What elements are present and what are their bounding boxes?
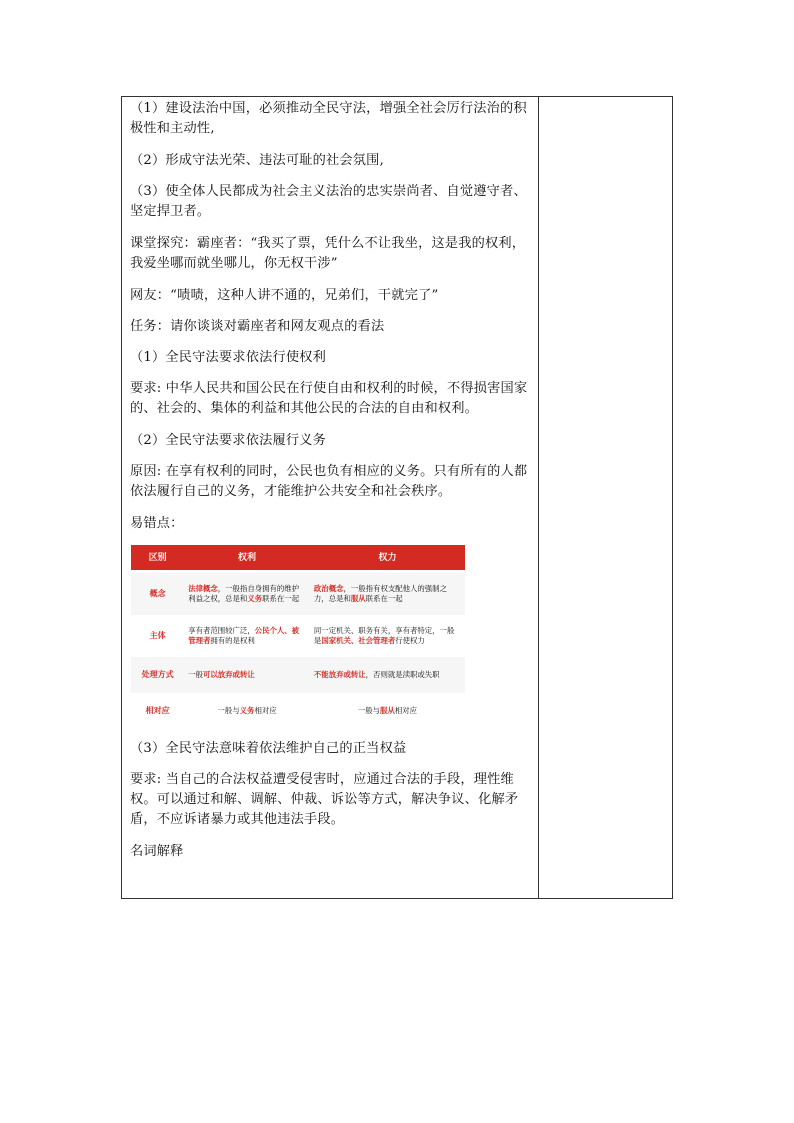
table-row (131, 573, 465, 615)
cell-text: 一般与 (217, 706, 240, 715)
paragraph-12: （3）全民守法意味着依法维护自己的正当权益 (130, 741, 407, 756)
emphasis-text: 服从 (350, 594, 366, 603)
row-label: 主体 (131, 615, 184, 657)
paragraph-6: 任务：请你谈谈对霸座者和网友观点的看法 (130, 319, 385, 334)
emphasis-text: 义务 (239, 706, 255, 715)
row-label: 概念 (131, 573, 184, 615)
emphasis-text: 法律概念 (188, 584, 218, 593)
main-content-cell (130, 99, 534, 873)
header-cell: 区别 (131, 545, 184, 570)
emphasis-text: 公民个人、被管理者 (188, 626, 300, 645)
power-cell (310, 615, 465, 657)
cell-text: ，一般指有权支配他人的强制之力，总是和 (313, 584, 447, 603)
paragraph-5: 网友：“啧啧，这种人讲不通的，兄弟们，干就完了” (130, 288, 439, 303)
paragraph-11: 易错点： (130, 516, 184, 531)
cell-text: 一般与 (357, 706, 381, 715)
paragraph-10: 原因: 在享有权利的同时，公民也负有相应的义务。只有所有的人都依法履行自己的义务，才能维护公共安全和社会秩序。 (130, 464, 528, 499)
cell-text: ，否则就是渎职或失职 (365, 670, 440, 679)
cell-text: 联系在一起 (365, 594, 403, 603)
emphasis-text: 不能放弃或转让 (313, 670, 366, 679)
page-table-frame (121, 96, 673, 899)
rights-vs-power-table (131, 545, 465, 729)
paragraph-4: 课堂探究：霸座者：“我买了票，凭什么不让我坐，这是我的权利，我爱坐哪而就坐哪儿，你无权干涉” (130, 236, 526, 271)
table-row (131, 693, 465, 729)
cell-text: 一般 (188, 670, 203, 679)
paragraph-7: （1）全民守法要求依法行使权利 (130, 350, 327, 365)
emphasis-text: 义务 (247, 594, 263, 603)
rights-cell (184, 693, 310, 729)
table-row (131, 657, 465, 693)
emphasis-text: 服从 (380, 706, 395, 715)
cell-text: ，一般指自身拥有的维护利益之权，总是和 (188, 584, 300, 603)
emphasis-text: 政治概念 (313, 584, 344, 593)
paragraph-9: （2）全民守法要求依法履行义务 (130, 433, 327, 448)
cell-text: 享有者范围较广泛， (188, 626, 255, 635)
header-cell: 权力 (310, 545, 465, 570)
row-label: 相对应 (131, 693, 184, 729)
rights-cell (184, 615, 310, 657)
paragraph-8: 要求: 中华人民共和国公民在行使自由和权利的时候，不得损害国家的、社会的、集体的利益和其他公民的合法的自由和权利。 (130, 381, 528, 416)
cell-text: 同一定机关、职务有关，享有者特定，一般是 (313, 626, 455, 645)
cell-text: 拥有的是权利 (210, 636, 255, 645)
column-divider (538, 97, 539, 898)
paragraph-14: 名词解释 (130, 844, 184, 859)
power-cell (310, 657, 465, 693)
paragraph-2: （2）形成守法光荣、违法可耻的社会氛围, (130, 153, 384, 168)
cell-text: 相对应 (254, 706, 277, 715)
header-cell: 权利 (184, 545, 310, 570)
power-cell (310, 693, 465, 729)
cell-text: 相对应 (394, 706, 418, 715)
cell-text: 行使权力 (395, 636, 425, 645)
paragraph-1: （1）建设法治中国，必须推动全民守法，增强全社会厉行法治的积极性和主动性, (130, 101, 527, 136)
rights-cell (184, 657, 310, 693)
rights-cell (184, 573, 310, 615)
power-cell (310, 573, 465, 615)
table-row (131, 615, 465, 657)
paragraph-13: 要求: 当自己的合法权益遭受侵害时，应通过合法的手段，理性维权。可以通过和解、调解、仲裁、诉讼等方式，解决争议、化解矛盾，不应诉诸暴力或其他违法手段。 (130, 772, 519, 827)
paragraph-3: （3）使全体人民都成为社会主义法治的忠实崇尚者、自觉遵守者、坚定捍卫者。 (130, 184, 527, 219)
emphasis-text: 国家机关、社会管理者 (321, 636, 396, 645)
row-label: 处理方式 (131, 657, 184, 693)
table-header-row (131, 545, 465, 570)
cell-text: 联系在一起 (262, 594, 300, 603)
emphasis-text: 可以放弃或转让 (202, 670, 255, 679)
